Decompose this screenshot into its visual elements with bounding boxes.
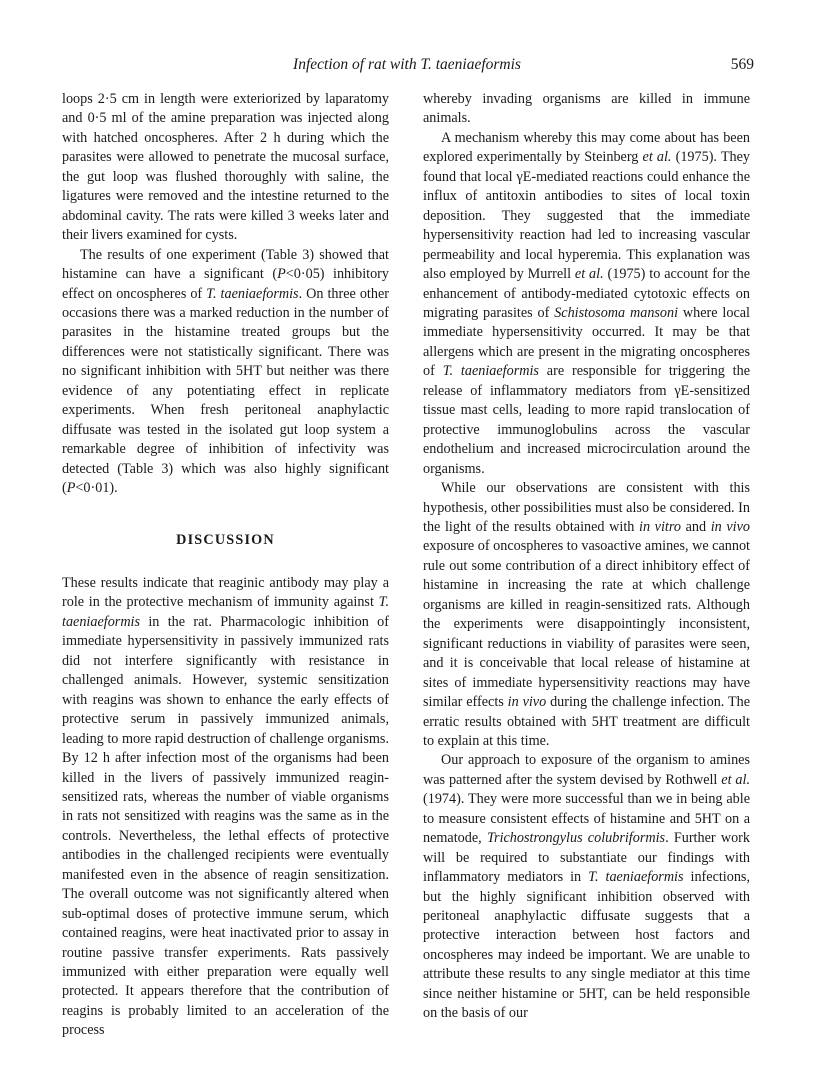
italic-run: T. taeniaeformis (588, 869, 684, 886)
page-header (60, 56, 754, 78)
italic-run: in vitro (639, 518, 681, 535)
paragraph-methods-continued (62, 90, 389, 246)
paragraph-discussion-1 (62, 574, 389, 1041)
text-run: . On three other occasions there was a marked reduction in the number of parasites in the histamine treated groups but the differences were not statistically significant. There was no significant inhibition with 5HT but neither was there evidence of any potentiating effect in replicate experiments. When fresh peritoneal anaphylactic diffusate was tested in the isolated gut loop system a remarkable degree of inhibition of infectivity was detected (Table 3) which was also highly significant ( (62, 285, 389, 497)
text-run: (1975). They found that local γE-mediated reactions could enhance the influx of antitoxin antibodies to sites of local toxin deposition. They suggested that the immediate hypersensitivity reaction had led to increasing vascular permeability and local hyperemia. This explanation was also employed by Murrell (423, 149, 750, 283)
text-run: <0·05) inhibitory effect on oncospheres of (62, 266, 389, 302)
text-run: infections, but the highly significant inhibition observed with peritoneal anaphylactic diffusate suggests that a protective interaction between host factors and oncospheres may indeed be important. We are unable to attribute these results to any single mediator at this time since neither histamine or 5HT, can be held responsible on the basis of our (423, 869, 750, 1022)
paragraph-alternatives (423, 479, 750, 751)
paragraph-mechanism (423, 129, 750, 479)
text-run: These results indicate that reaginic antibody may play a role in the protective mechanism of immunity against (62, 574, 389, 611)
paragraph-approach (423, 751, 750, 1023)
italic-run: Schistosoma mansoni (554, 304, 679, 321)
text-run: whereby invading organisms are killed in immune animals. (423, 91, 750, 127)
italic-run: et al. (721, 771, 750, 788)
italic-run: T. taeniaeformis (442, 363, 539, 380)
text-run: and (680, 518, 711, 535)
text-run: <0·01). (75, 480, 118, 497)
italic-run: P (66, 480, 76, 497)
text-run: where local immediate hypersensitivity occurred. It may be that allergens which are present in the migrating oncospheres of (423, 304, 750, 380)
italic-run: et al. (642, 149, 672, 166)
text-run: While our observations are consistent with this hypothesis, other possibilities must also be considered. In the light of the results obtained with (423, 480, 750, 535)
italic-run: P (277, 266, 286, 283)
text-run: The results of one experiment (Table 3) showed that histamine can have a significant ( (62, 246, 389, 283)
italic-run: in vivo (507, 694, 547, 711)
italic-run: T. taeniaeformis (206, 285, 299, 302)
text-run: (1974). They were more successful than we in being able to measure consistent effects of histamine and 5HT on a nematode, (423, 791, 750, 847)
text-run: in the rat. Pharmacologic inhibition of immediate hypersensitivity in passively immunized rats did not interfere significantly with resistance in challenged animals. However, systemic sensitization with reagins was shown to enhance the early effects of protective serum in passively immunized animals, leading to more rapid destruction of challenge organisms. By 12 h after infection most of the organisms had been killed in the livers of passively immunized reagin-sensitized rats, whereas the number of viable organisms in rats not sensitized with reagins was the same as in the controls. Nevertheless, the lethal effects of protective antibodies in the challenged recipients were eventually manifested even in the absence of reagin sensitization. The overall outcome was not significantly altered when sub-optimal doses of protective immune serum, which contained reagins, were heat inactivated prior to assay in routine passive transfer experiments. Rats passively immunized with either preparation were equally well protected. It appears therefore that the contribution of reagins is probably limited to an acceleration of the process (62, 613, 389, 1039)
left-column (62, 90, 389, 1041)
text-run: . Further work will be required to substantiate our findings with inflammatory mediators in (423, 830, 750, 886)
page-number: 569 (730, 56, 754, 73)
text-run: exposure of oncospheres to vasoactive amines, we cannot rule out some contribution of a direct inhibitory effect of histamine in increasing the rate at which challenge organisms are killed in reagin-sensitized rats. Although the experiments were disappointingly inconsistent, significant reductions in viability of parasites were seen, and it is conceivable that local release of histamine at sites of immediate hypersensitivity reactions may have similar effects (423, 538, 750, 711)
italic-run: T. taeniaeformis (62, 594, 389, 630)
text-run: (1975) to account for the enhancement of antibody-mediated cytotoxic effects on migrating parasites of (423, 266, 750, 321)
paragraph-discussion-continued (423, 90, 750, 129)
italic-run: et al. (574, 266, 604, 283)
text-run: loops 2·5 cm in length were exteriorized by laparatomy and 0·5 ml of the amine preparation was injected along with hatched oncospheres. After 2 h during which the parasites were allowed to penetrate the mucosal surface, the gut loop was flushed thoroughly with saline, the ligatures were removed and the intestine returned to the abdominal cavity. The rats were killed 3 weeks later and their livers examined for cysts. (62, 91, 389, 244)
right-column (423, 90, 750, 1024)
italic-run: Trichostrongylus colubriformis (486, 830, 666, 847)
italic-run: in vivo (710, 518, 750, 535)
text-run: A mechanism whereby this may come about has been explored experimentally by Steinberg (423, 129, 750, 166)
text-run: are responsible for triggering the release of inflammatory mediators from γE-sensitized tissue mast cells, leading to more rapid translocation of protective immunoglobulins across the vascular endothelium and increased microcirculation around the organisms. (423, 363, 750, 477)
running-title: Infection of rat with T. taeniaeformis (293, 56, 521, 73)
text-run: Our approach to exposure of the organism to amines was patterned after the system devised by Rothwell (423, 752, 750, 788)
text-run: during the challenge infection. The erratic results obtained with 5HT treatment are difficult to explain at this time. (423, 694, 750, 749)
section-heading-discussion: DISCUSSION (176, 531, 275, 548)
paragraph-results (62, 246, 389, 499)
